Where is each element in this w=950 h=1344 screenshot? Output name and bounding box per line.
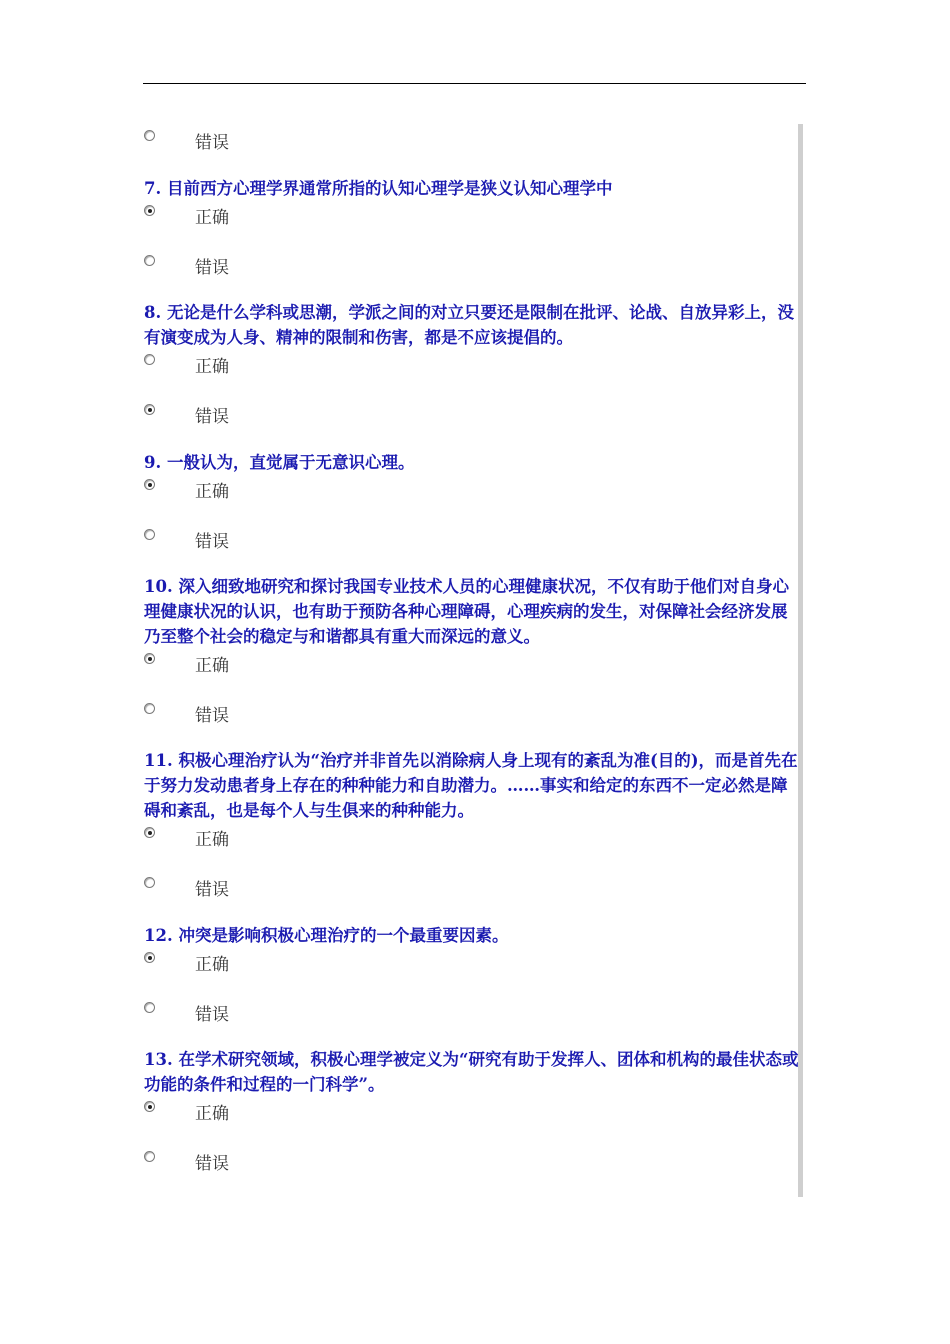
radio-checked-icon[interactable] <box>144 653 155 664</box>
option-label: 错误 <box>195 880 229 900</box>
option-label: 正确 <box>195 357 229 377</box>
option-label: 错误 <box>195 133 229 153</box>
question-text: 13. 在学术研究领域，积极心理学被定义为“研究有助于发挥人、团体和机构的最佳状态或功能的条件和过程的一门科学”。 <box>144 1050 799 1094</box>
question-text: 11. 积极心理治疗认为“治疗并非首先以消除病人身上现有的紊乱为准(目的)，而是首先在于努力发动患者身上存在的种种能力和自助潜力。……事实和给定的东西不一定必然是障碍和紊乱，也是每个人与生俱来的种种能力。 <box>144 751 798 820</box>
radio-checked-icon[interactable] <box>144 952 155 963</box>
radio-unchecked-icon[interactable] <box>144 877 155 888</box>
option-label: 错误 <box>195 1154 229 1174</box>
vertical-scrollbar[interactable] <box>798 124 803 1197</box>
radio-checked-icon[interactable] <box>144 479 155 490</box>
option-label: 错误 <box>195 532 229 552</box>
question-text: 10. 深入细致地研究和探讨我国专业技术人员的心理健康状况，不仅有助于他们对自身心理健康状况的认识，也有助于预防各种心理障碍，心理疾病的发生，对保障社会经济发展乃至整个社会的稳定与和谐都具有重大而深远的意义。 <box>144 577 789 646</box>
option-label: 错误 <box>195 706 229 726</box>
option-label: 错误 <box>195 258 229 278</box>
option-label: 错误 <box>195 407 229 427</box>
option-label: 正确 <box>195 830 229 850</box>
question-text: 8. 无论是什么学科或思潮，学派之间的对立只要还是限制在批评、论战、自放异彩上，没有演变成为人身、精神的限制和伤害，都是不应该提倡的。 <box>144 303 794 347</box>
radio-checked-icon[interactable] <box>144 205 155 216</box>
radio-checked-icon[interactable] <box>144 827 155 838</box>
radio-unchecked-icon[interactable] <box>144 255 155 266</box>
option-label: 正确 <box>195 208 229 228</box>
top-divider <box>143 83 806 84</box>
question-text: 7. 目前西方心理学界通常所指的认知心理学是狭义认知心理学中 <box>144 179 613 198</box>
question-text: 9. 一般认为，直觉属于无意识心理。 <box>144 453 415 472</box>
option-label: 正确 <box>195 1104 229 1124</box>
radio-unchecked-icon[interactable] <box>144 130 155 141</box>
radio-unchecked-icon[interactable] <box>144 529 155 540</box>
radio-checked-icon[interactable] <box>144 404 155 415</box>
option-label: 正确 <box>195 955 229 975</box>
radio-unchecked-icon[interactable] <box>144 703 155 714</box>
radio-unchecked-icon[interactable] <box>144 1151 155 1162</box>
radio-checked-icon[interactable] <box>144 1101 155 1112</box>
option-label: 正确 <box>195 482 229 502</box>
option-label: 错误 <box>195 1005 229 1025</box>
question-text: 12. 冲突是影响积极心理治疗的一个最重要因素。 <box>144 926 509 945</box>
option-label: 正确 <box>195 656 229 676</box>
radio-unchecked-icon[interactable] <box>144 1002 155 1013</box>
radio-unchecked-icon[interactable] <box>144 354 155 365</box>
